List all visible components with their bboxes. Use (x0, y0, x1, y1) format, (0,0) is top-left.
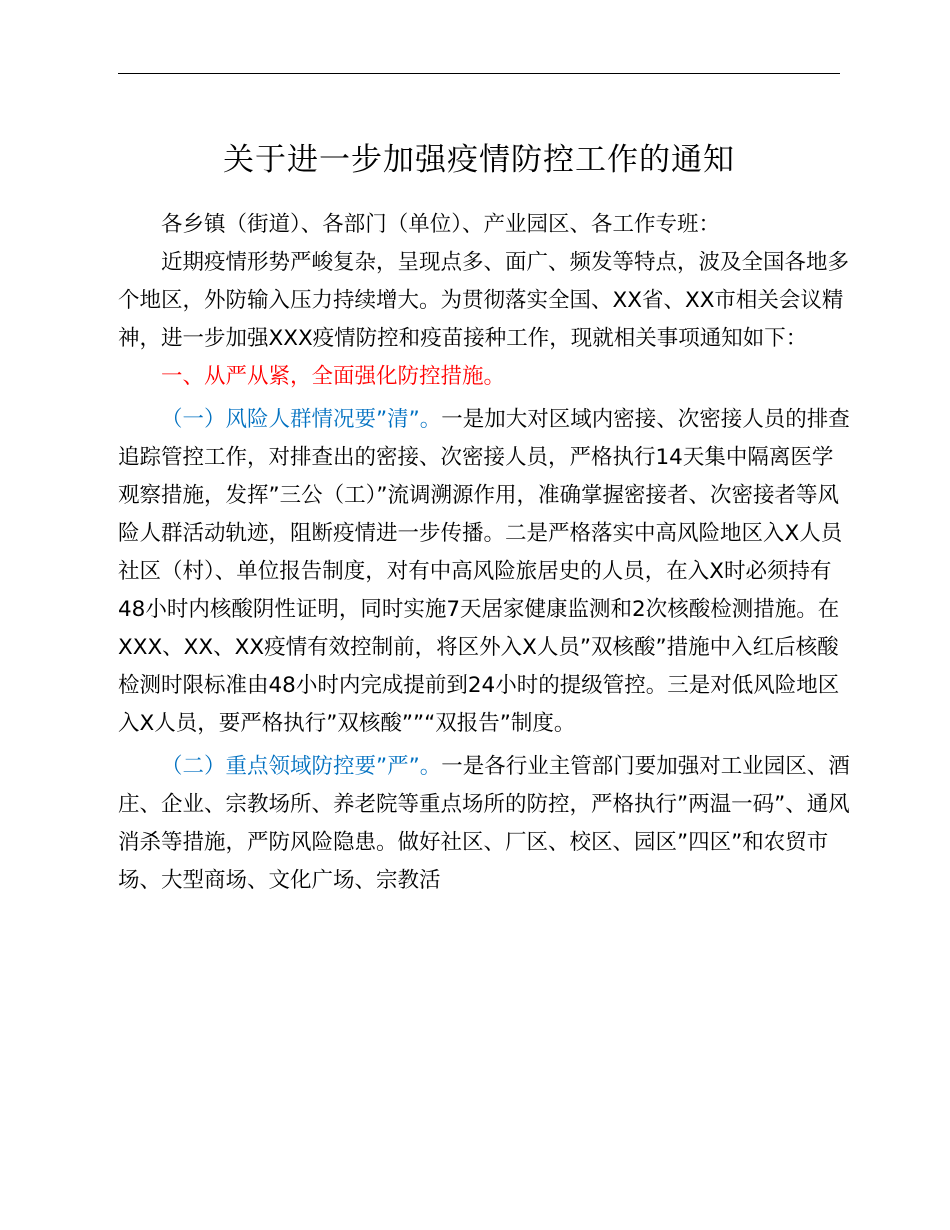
item-paragraph-1 (118, 401, 853, 743)
intro-paragraph: 近期疫情形势严峻复杂，呈现点多、面广、频发等特点，波及全国各地多个地区，外防输入压力持续增大。为贯彻落实全国、XX省、XX市相关会议精神，进一步加强XXX疫情防控和疫苗接种工作，现就相关事项通知如下： (118, 250, 850, 351)
item-body-2: 一是各行业主管部门要加强对工业园区、酒庄、企业、宗教场所、养老院等重点场所的防控，严格执行”两温一码”、通风消杀等措施，严防风险隐患。做好社区、厂区、校区、园区”四区”和农贸市场、大型商场、文化广场、宗教活 (118, 754, 850, 893)
section-heading-1: 一、从严从紧，全面强化防控措施。 (161, 364, 506, 389)
document-title: 关于进一步加强疫情防控工作的通知 (223, 142, 735, 178)
item-paragraph-2 (118, 748, 853, 900)
item-body-1: 一是加大对区域内密接、次密接人员的排查追踪管控工作，对排查出的密接、次密接人员，严格执行14天集中隔离医学观察措施，发挥”三公（工）”流调溯源作用，准确掌握密接者、次密接者等风险人群活动轨迹，阻断疫情进一步传播。二是严格落实中高风险地区入X人员社区（村）、单位报告制度，对有中高风险旅居史的人员，在入X时必须持有48小时内核酸阴性证明，同时实施7天居家健康监测和2次核酸检测措施。在XXX、XX、XX疫情有效控制前，将区外入X人员”双核酸”措施中入红后核酸检测时限标准由48小时内完成提前到24小时的提级管控。三是对低风险地区入X人员，要严格执行”双核酸””“双报告”制度。 (118, 407, 850, 736)
item-heading-2: （二）重点领域防控要”严”。 (161, 754, 442, 779)
header-rule (118, 73, 840, 74)
salutation: 各乡镇（街道）、各部门（单位）、产业园区、各工作专班： (161, 212, 721, 237)
item-heading-1: （一）风险人群情况要”清”。 (161, 407, 442, 432)
document-body (118, 206, 853, 900)
